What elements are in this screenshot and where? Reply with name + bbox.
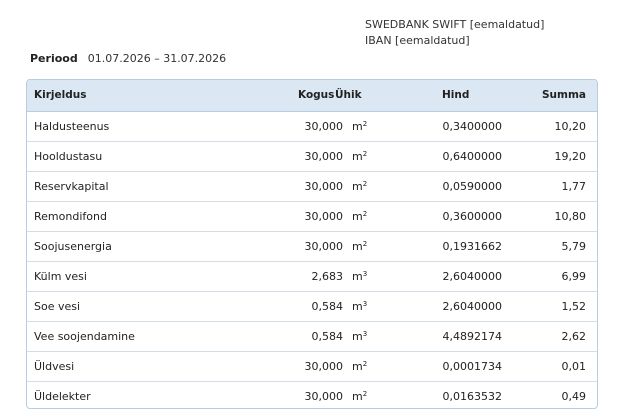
cell-description: Hooldustasu bbox=[34, 150, 103, 163]
unit-base: m bbox=[352, 360, 363, 373]
cell-quantity: 30,000 bbox=[304, 150, 343, 163]
cell-price: 0,0163532 bbox=[442, 390, 502, 403]
cell-price: 4,4892174 bbox=[442, 330, 502, 343]
header-quantity: Kogus bbox=[298, 89, 335, 101]
unit-base: m bbox=[352, 330, 363, 343]
cell-description: Soe vesi bbox=[34, 300, 81, 313]
unit-exponent: 2 bbox=[362, 150, 368, 158]
table-row bbox=[27, 352, 597, 382]
cell-unit bbox=[352, 352, 367, 381]
unit-base: m bbox=[352, 270, 363, 283]
cell-price: 0,3600000 bbox=[442, 210, 502, 223]
header-unit: Ühik bbox=[335, 89, 362, 101]
unit-base: m bbox=[352, 300, 363, 313]
table-row bbox=[27, 172, 597, 202]
unit-exponent: 2 bbox=[362, 390, 368, 398]
cell-price: 0,3400000 bbox=[442, 120, 502, 133]
header-price: Hind bbox=[442, 89, 470, 101]
table-row bbox=[27, 112, 597, 142]
cell-quantity: 30,000 bbox=[304, 180, 343, 193]
unit-exponent: 3 bbox=[362, 300, 368, 308]
table-row bbox=[27, 292, 597, 322]
table-row bbox=[27, 262, 597, 292]
cell-description: Üldvesi bbox=[34, 360, 75, 373]
cell-sum: 10,20 bbox=[554, 120, 586, 133]
cell-price: 0,6400000 bbox=[442, 150, 502, 163]
table-row bbox=[27, 142, 597, 172]
unit-base: m bbox=[352, 180, 363, 193]
unit-exponent: 3 bbox=[362, 330, 368, 338]
cell-unit bbox=[352, 232, 367, 261]
cell-unit bbox=[352, 112, 367, 141]
table-header bbox=[27, 80, 597, 112]
cell-sum: 19,20 bbox=[554, 150, 586, 163]
cell-quantity: 30,000 bbox=[304, 120, 343, 133]
cell-quantity: 30,000 bbox=[304, 390, 343, 403]
billing-period bbox=[30, 52, 226, 65]
cell-quantity: 0,584 bbox=[311, 300, 343, 313]
cell-description: Reservkapital bbox=[34, 180, 109, 193]
cell-quantity: 30,000 bbox=[304, 240, 343, 253]
unit-base: m bbox=[352, 150, 363, 163]
cell-sum: 10,80 bbox=[554, 210, 586, 223]
unit-base: m bbox=[352, 120, 363, 133]
cell-description: Vee soojendamine bbox=[34, 330, 135, 343]
unit-exponent: 2 bbox=[362, 210, 368, 218]
unit-base: m bbox=[352, 390, 363, 403]
cell-quantity: 2,683 bbox=[311, 270, 343, 283]
cell-unit bbox=[352, 292, 367, 321]
unit-exponent: 2 bbox=[362, 240, 368, 248]
cell-description: Üldelekter bbox=[34, 390, 91, 403]
cell-sum: 6,99 bbox=[561, 270, 586, 283]
cell-sum: 1,77 bbox=[561, 180, 586, 193]
cell-unit bbox=[352, 322, 367, 351]
cell-quantity: 30,000 bbox=[304, 360, 343, 373]
unit-exponent: 2 bbox=[362, 360, 368, 368]
cell-quantity: 30,000 bbox=[304, 210, 343, 223]
cell-description: Külm vesi bbox=[34, 270, 87, 283]
cell-unit bbox=[352, 142, 367, 171]
period-value: 01.07.2026 – 31.07.2026 bbox=[87, 52, 227, 65]
period-label: Periood bbox=[30, 52, 78, 65]
unit-exponent: 2 bbox=[362, 180, 368, 188]
table-row bbox=[27, 232, 597, 262]
header-sum: Summa bbox=[541, 89, 586, 101]
cell-unit bbox=[352, 382, 367, 409]
bank-iban: IBAN [eemaldatud] bbox=[365, 34, 470, 47]
header-description: Kirjeldus bbox=[34, 89, 87, 101]
cell-sum: 1,52 bbox=[561, 300, 586, 313]
cell-sum: 2,62 bbox=[561, 330, 586, 343]
table-row bbox=[27, 382, 597, 409]
bank-swift: SWEDBANK SWIFT [eemaldatud] bbox=[365, 18, 545, 31]
unit-base: m bbox=[352, 240, 363, 253]
table-body bbox=[27, 112, 597, 409]
cell-sum: 0,49 bbox=[561, 390, 586, 403]
cell-description: Soojusenergia bbox=[34, 240, 112, 253]
cell-description: Remondifond bbox=[34, 210, 107, 223]
invoice-table bbox=[26, 79, 598, 409]
table-row bbox=[27, 202, 597, 232]
unit-exponent: 3 bbox=[362, 270, 368, 278]
cell-unit bbox=[352, 262, 367, 291]
unit-exponent: 2 bbox=[362, 120, 368, 128]
bank-details bbox=[365, 17, 544, 49]
table-row bbox=[27, 322, 597, 352]
cell-price: 0,0001734 bbox=[442, 360, 502, 373]
cell-quantity: 0,584 bbox=[311, 330, 343, 343]
cell-price: 0,0590000 bbox=[442, 180, 502, 193]
cell-unit bbox=[352, 172, 367, 201]
unit-base: m bbox=[352, 210, 363, 223]
cell-price: 0,1931662 bbox=[442, 240, 502, 253]
cell-description: Haldusteenus bbox=[34, 120, 110, 133]
cell-price: 2,6040000 bbox=[442, 270, 502, 283]
cell-sum: 5,79 bbox=[561, 240, 586, 253]
cell-sum: 0,01 bbox=[561, 360, 586, 373]
cell-price: 2,6040000 bbox=[442, 300, 502, 313]
cell-unit bbox=[352, 202, 367, 231]
